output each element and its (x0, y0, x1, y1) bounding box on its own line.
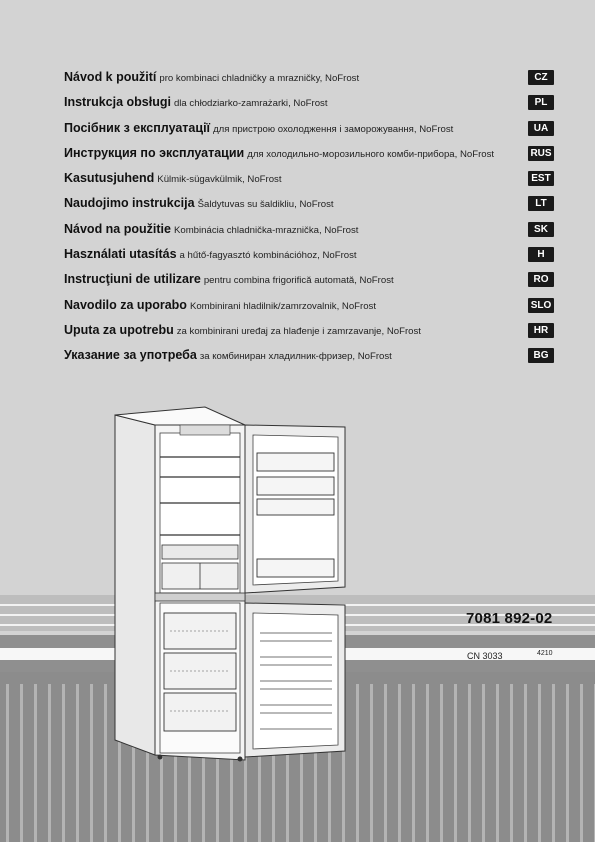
stripe (426, 684, 429, 842)
language-description: pro kombinaci chladničky a mrazničky, NoFrost (159, 73, 360, 84)
language-code-badge: EST (528, 171, 554, 186)
language-title: Instrukcja obsługi (64, 95, 171, 110)
language-row (64, 93, 554, 118)
language-description: за комбиниран хладилник-фризер, NoFrost (199, 351, 392, 363)
language-row (64, 169, 554, 194)
stripe (524, 684, 527, 842)
stripe (398, 684, 401, 842)
language-row (64, 68, 554, 93)
model-number: CN 3033 (467, 651, 503, 661)
language-description: для пристрою охолодження і заморожування, NoFrost (213, 123, 454, 135)
stripe (76, 684, 79, 842)
stripe (370, 684, 373, 842)
language-code-badge: H (528, 247, 554, 262)
language-description: za kombinirani uređaj za hlađenje i zamrzavanje, NoFrost (176, 325, 421, 337)
language-code-badge: PL (528, 95, 554, 110)
language-row (64, 321, 554, 346)
language-row (64, 346, 554, 371)
stripe (468, 684, 471, 842)
language-code-badge: CZ (528, 70, 554, 85)
language-code-badge: RO (528, 272, 554, 287)
print-code: 4210 (537, 650, 553, 657)
language-description: Kombinácia chladnička-mraznička, NoFrost (173, 224, 359, 236)
stripe (48, 684, 51, 842)
language-row (64, 119, 554, 144)
language-title: Uputa za upotrebu (64, 322, 174, 337)
language-title: Посібник з експлуатації (64, 120, 211, 135)
language-code-badge: RUS (528, 146, 554, 161)
language-code-badge: HR (528, 323, 554, 338)
stripe (440, 684, 443, 842)
stripe (566, 684, 569, 842)
stripe (482, 684, 485, 842)
language-title: Használati utasítás (64, 247, 177, 262)
language-row (64, 245, 554, 270)
language-row (64, 220, 554, 245)
language-code-badge: UA (528, 121, 554, 136)
language-title: Указание за употреба (64, 348, 197, 363)
language-description: Kombinirani hladilnik/zamrzovalnik, NoFrost (189, 300, 377, 312)
stripe (496, 684, 499, 842)
stripe (62, 684, 65, 842)
stripe (34, 684, 37, 842)
language-row (64, 270, 554, 295)
language-row (64, 144, 554, 169)
stripe (412, 684, 415, 842)
language-title: Navodilo za uporabo (64, 297, 187, 312)
stripe (6, 684, 9, 842)
language-title: Kasutusjuhend (64, 171, 155, 186)
language-row (64, 296, 554, 321)
language-code-badge: LT (528, 196, 554, 211)
stripe (384, 684, 387, 842)
stripe (538, 684, 541, 842)
stripe (20, 684, 23, 842)
stripe (90, 684, 93, 842)
language-description: Külmik-sügavkülmik, NoFrost (157, 174, 282, 186)
language-list (64, 68, 554, 372)
stripe (552, 684, 555, 842)
stripe (454, 684, 457, 842)
language-code-badge: BG (528, 348, 554, 363)
language-description: Šaldytuvas su šaldikliu, NoFrost (197, 199, 334, 211)
language-code-badge: SLO (528, 298, 554, 313)
language-title: Návod k použití (64, 70, 157, 84)
language-code-badge: SK (528, 222, 554, 237)
document-number: 7081 892-02 (466, 610, 553, 627)
language-title: Instrucţiuni de utilizare (64, 272, 201, 287)
language-title: Naudojimo instrukcija (64, 196, 195, 211)
stripe (510, 684, 513, 842)
fridge-freezer-illustration (110, 395, 360, 765)
language-description: pentru combina frigorifică automată, NoFrost (203, 275, 394, 287)
stripe (104, 684, 107, 842)
language-title: Návod na použitie (64, 221, 171, 236)
language-description: a hűtő-fagyasztó kombinációhoz, NoFrost (179, 250, 357, 262)
language-description: dla chłodziarko-zamrażarki, NoFrost (173, 98, 328, 110)
stripe (580, 684, 583, 842)
language-title: Инструкция по эксплуатации (64, 145, 245, 160)
language-row (64, 194, 554, 219)
language-description: для холодильно-морозильного комби-прибора, NoFrost (247, 148, 495, 160)
